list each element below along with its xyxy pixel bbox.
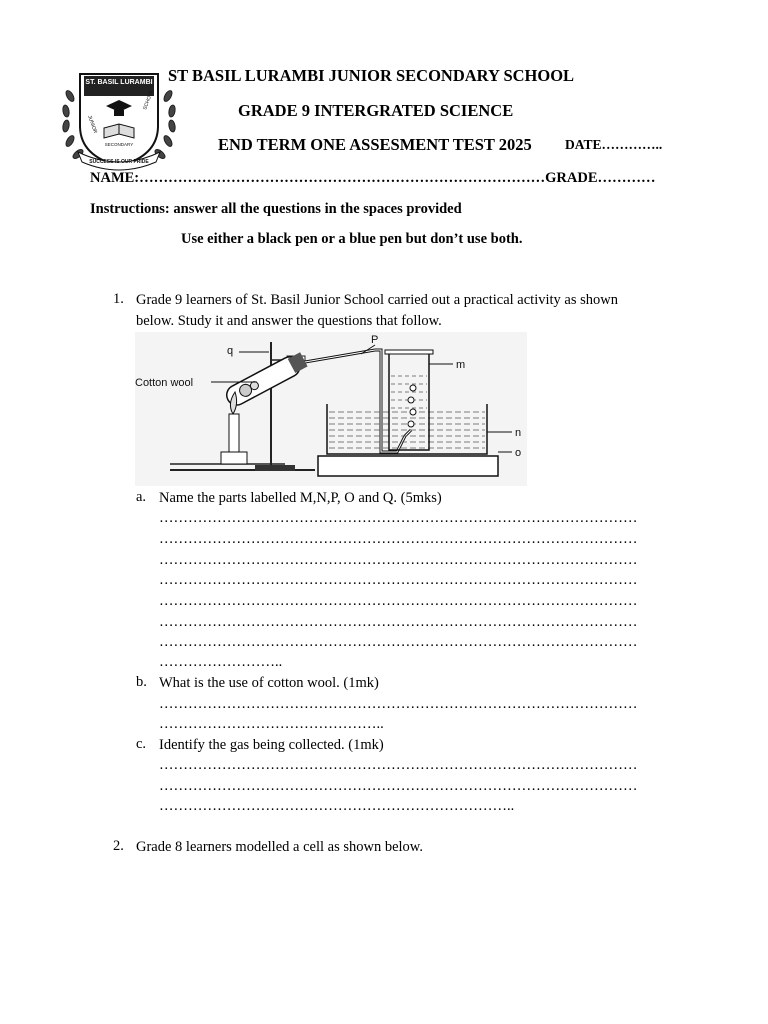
answer-line[interactable]: ……………………………………….. xyxy=(159,716,384,732)
diagram-label-q: q xyxy=(227,345,234,357)
answer-line[interactable]: ……………………………………………………………….. xyxy=(159,798,515,814)
name-grade-field: NAME:…………………………………………………………………………GRADE………… xyxy=(90,170,656,186)
diagram-label-m: m xyxy=(456,359,466,371)
question-1c-letter: c. xyxy=(136,736,147,752)
instructions-line-2: Use either a black pen or a blue pen but don’t use both. xyxy=(181,231,523,247)
logo-left-text: JUNIOR xyxy=(86,114,99,135)
answer-line[interactable]: ……………………………………………………………………………………… xyxy=(159,778,638,794)
subject-title: GRADE 9 INTERGRATED SCIENCE xyxy=(238,101,514,120)
question-1a-letter: a. xyxy=(136,489,147,505)
date-field: DATE………….. xyxy=(565,137,663,152)
apparatus-diagram xyxy=(135,332,527,486)
diagram-label-n: n xyxy=(515,427,522,439)
question-1b-letter: b. xyxy=(136,674,147,690)
answer-line[interactable]: ……………………………………………………………………………………… xyxy=(159,510,638,526)
question-1-number: 1. xyxy=(113,291,124,307)
logo-top-text: ST. BASIL LURAMBI xyxy=(85,79,153,86)
answer-line[interactable]: ……………………………………………………………………………………… xyxy=(159,531,638,547)
question-2-text: Grade 8 learners modelled a cell as shown below. xyxy=(136,839,423,855)
question-1b-text: What is the use of cotton wool. (1mk) xyxy=(159,675,379,691)
exam-title: END TERM ONE ASSESMENT TEST 2025 xyxy=(218,135,532,154)
logo-motto: SUCCESS IS OUR PRIDE xyxy=(89,159,149,165)
answer-line[interactable]: ……………………………………………………………………………………… xyxy=(159,696,638,712)
answer-line[interactable]: ……………………………………………………………………………………… xyxy=(159,614,638,630)
school-logo xyxy=(58,66,180,172)
logo-right-text: SCHOOL xyxy=(142,88,156,111)
logo-inner-text: SECONDARY xyxy=(104,142,134,147)
question-1c-text: Identify the gas being collected. (1mk) xyxy=(159,737,384,753)
question-1a-text: Name the parts labelled M,N,P, O and Q. (5mks) xyxy=(159,490,442,506)
answer-line[interactable]: …………………….. xyxy=(159,654,283,670)
diagram-label-p: P xyxy=(371,334,379,346)
diagram-label-o: o xyxy=(515,447,522,459)
answer-line[interactable]: ……………………………………………………………………………………… xyxy=(159,593,638,609)
answer-line[interactable]: ……………………………………………………………………………………… xyxy=(159,757,638,773)
question-2-number: 2. xyxy=(113,838,124,854)
diagram-label-cotton-wool: Cotton wool xyxy=(135,377,194,389)
answer-line[interactable]: ……………………………………………………………………………………… xyxy=(159,552,638,568)
instructions-line-1: Instructions: answer all the questions in the spaces provided xyxy=(90,201,462,217)
answer-line[interactable]: ……………………………………………………………………………………… xyxy=(159,634,638,650)
school-name: ST BASIL LURAMBI JUNIOR SECONDARY SCHOOL xyxy=(168,66,575,85)
answer-line[interactable]: ……………………………………………………………………………………… xyxy=(159,572,638,588)
question-1-text: Grade 9 learners of St. Basil Junior School carried out a practical activity as shown below. Study it and answer the questions that follow. xyxy=(136,292,618,329)
